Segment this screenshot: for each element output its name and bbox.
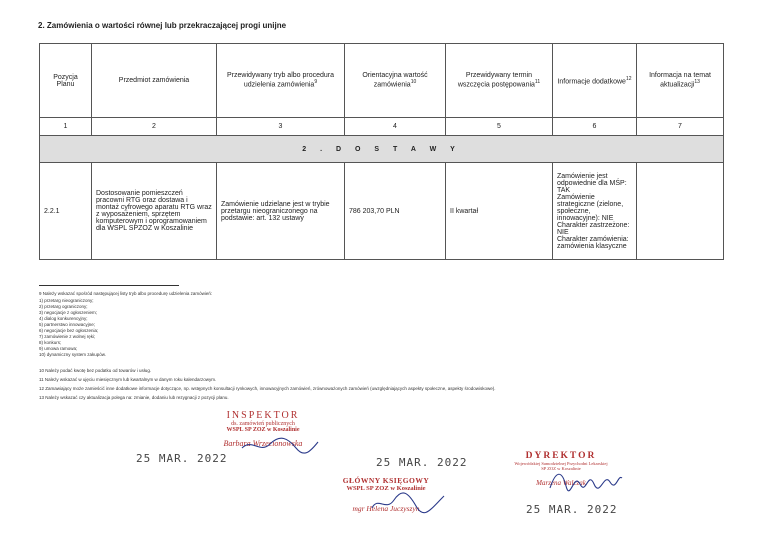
row-info bbox=[553, 163, 637, 260]
footnote: 10) dynamiczny system zakupów. bbox=[39, 352, 107, 357]
row-update bbox=[637, 163, 724, 260]
row-value: 786 203,70 PLN bbox=[345, 163, 446, 260]
footnote-separator bbox=[39, 285, 179, 286]
footnote: 5) partnerstwo innowacyjne; bbox=[39, 322, 96, 327]
row-subject: Dostosowanie pomieszczeń pracowni RTG oraz dostawa i montaż cyfrowego aparatu RTG wraz z wyposażeniem, sprzętem komputerowym i oprogramowaniem dla WSPL SPZOZ w Koszalinie bbox=[92, 163, 217, 260]
stamp-line: SP ZOZ w Koszalinie bbox=[541, 466, 581, 471]
row-procedure: Zamówienie udzielane jest w trybie przetargu nieograniczonego na podstawie: art. 132 ustawy bbox=[217, 163, 345, 260]
column-number: 6 bbox=[553, 118, 637, 136]
footnote: 9) umowa ramowa; bbox=[39, 346, 78, 351]
footnote: 10 Należy podać kwotę bez podatku od towarów i usług. bbox=[39, 368, 152, 373]
footnote: 11 Należy wskazać w ujęciu miesięcznym lub kwartalnym w danym roku kalendarzowym. bbox=[39, 377, 217, 382]
column-number: 1 bbox=[40, 118, 92, 136]
procurement-table bbox=[39, 43, 724, 260]
footnote: 7) zamówienie z wolnej ręki; bbox=[39, 334, 96, 339]
column-number: 5 bbox=[446, 118, 553, 136]
date-stamp: 25 MAR. 2022 bbox=[136, 452, 228, 465]
header-update: Informacja na temat aktualizacji$^{13}$ bbox=[637, 44, 724, 118]
date-stamp: 25 MAR. 2022 bbox=[526, 503, 618, 516]
footnote: 3) negocjacje z ogłoszeniem; bbox=[39, 310, 98, 315]
table-row bbox=[40, 163, 724, 260]
column-number: 7 bbox=[637, 118, 724, 136]
column-number-row bbox=[40, 118, 724, 136]
stamp-line: Wojewódzkiej Samodzielnej Przychodni Lekarskiej bbox=[514, 461, 608, 466]
stamp-line: ds. zamówień publicznych bbox=[231, 421, 295, 427]
row-position: 2.2.1 bbox=[40, 163, 92, 260]
header-row bbox=[40, 44, 724, 118]
stamp-title: GŁÓWNY KSIĘGOWY bbox=[342, 476, 430, 485]
footnote: 8) konkurs; bbox=[39, 340, 62, 345]
column-number: 4 bbox=[345, 118, 446, 136]
header-term: Przewidywany termin wszczęcia postępowania$^{11}$ bbox=[446, 44, 553, 118]
row-term: II kwartał bbox=[446, 163, 553, 260]
stamp-name: mgr Helena Juczyszyn bbox=[352, 504, 420, 513]
info-line: Charakter zamówienia: zamówienia klasyczne bbox=[557, 235, 629, 250]
footnote: 2) przetarg ograniczony; bbox=[39, 304, 88, 309]
stamp-title: DYREKTOR bbox=[525, 451, 597, 461]
stamp-title: INSPEKTOR bbox=[226, 410, 300, 421]
stamp-name: Barbara Wrzecionowska bbox=[223, 439, 303, 448]
group-label: 2 . D O S T A W Y bbox=[40, 136, 724, 163]
date-stamp: 25 MAR. 2022 bbox=[376, 456, 468, 469]
group-row bbox=[40, 136, 724, 163]
inspektor-signature bbox=[240, 434, 320, 456]
header-value: Orientacyjna wartość zamówienia$^{10}$ bbox=[345, 44, 446, 118]
stamp-line: WSPL SP ZOZ w Koszalinie bbox=[226, 427, 300, 433]
column-number: 2 bbox=[92, 118, 217, 136]
header-position: Pozycja Planu bbox=[40, 44, 92, 118]
column-number: 3 bbox=[217, 118, 345, 136]
info-line: Zamówienie jest odpowiednie dla MŚP: TAK bbox=[557, 172, 627, 194]
header-subject: Przedmiot zamówienia bbox=[92, 44, 217, 118]
info-line: Charakter zastrzeżone: NIE bbox=[557, 221, 630, 236]
footnote: 6) negocjacje bez ogłoszenia; bbox=[39, 328, 99, 333]
footnote: 13 Należy wskazać czy aktualizacja polega na: zmianie, dodaniu lub rezygnacji z pozycji planu. bbox=[39, 395, 229, 400]
header-procedure: Przewidywany tryb albo procedura udzielenia zamówienia$^9$ bbox=[217, 44, 345, 118]
footnote: 12 Zamawiający może zamieścić inne dodatkowe informacje dotyczące, np. wstępnych konsultacji rynkowych, innowacyjnych zamówień, zrównoważonych zamówień (uwzględniających aspekty społeczne, aspekty środowiskowe). bbox=[39, 386, 496, 391]
footnote: 9 Należy wskazać spośród następującej listy tryb albo procedurę udzielenia zamówień: bbox=[39, 291, 213, 296]
info-line: Zamówienie strategiczne (zielone, społeczne, innowacyjne): NIE bbox=[557, 193, 624, 222]
footnote: 1) przetarg nieograniczony; bbox=[39, 298, 94, 303]
section-title: 2. Zamówienia o wartości równej lub przekraczającej progi unijne bbox=[38, 21, 287, 30]
stamp-name: Marzena Walczak bbox=[536, 479, 586, 487]
ksiegowy-signature bbox=[368, 490, 448, 516]
dyrektor-signature bbox=[548, 466, 624, 494]
header-info: Informacje dodatkowe$^{12}$ bbox=[553, 44, 637, 118]
stamp-line: WSPL SP ZOZ w Koszalinie bbox=[346, 485, 426, 492]
footnote: 4) dialog konkurencyjny; bbox=[39, 316, 88, 321]
